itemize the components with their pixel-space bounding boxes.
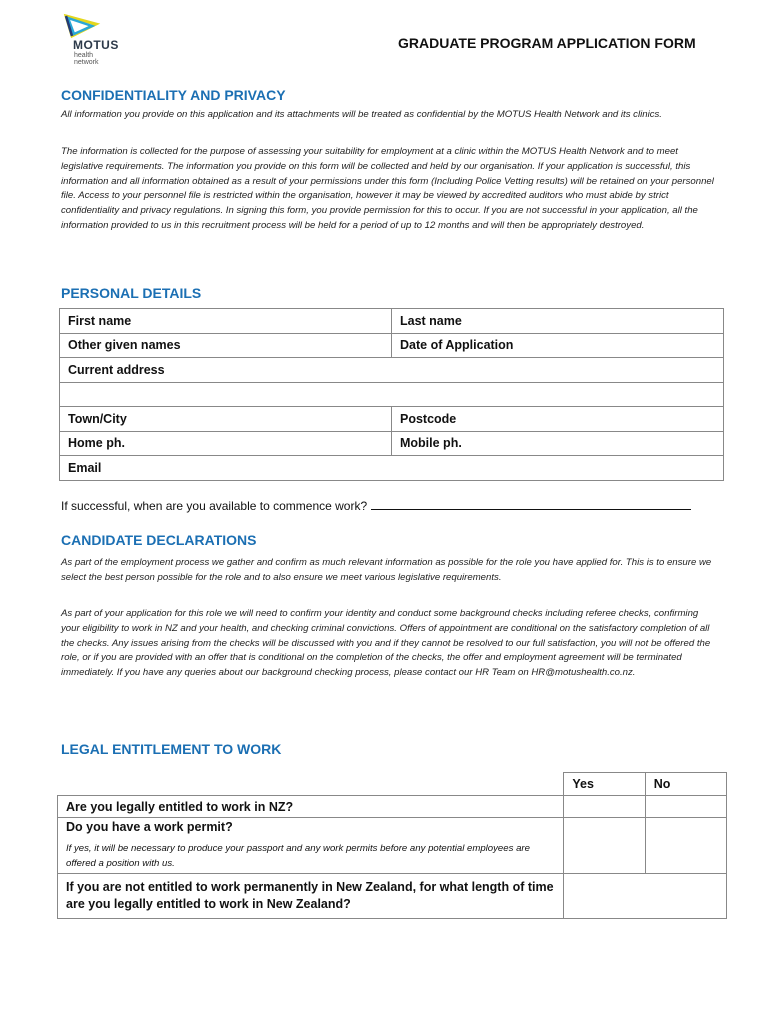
time-entitled-answer-cell[interactable]	[564, 874, 727, 919]
other-given-names-field[interactable]: Other given names	[60, 333, 392, 358]
current-address-field[interactable]: Current address	[60, 358, 724, 383]
declarations-paragraph-1: As part of the employment process we gather and confirm as much relevant information as possible for the role you have applied for. This is to ensure we select the best person possible for the role and to also ensure we meet various legislative requirements.	[61, 557, 712, 583]
last-name-field[interactable]: Last name	[392, 309, 724, 334]
mobile-phone-field[interactable]: Mobile ph.	[392, 431, 724, 456]
current-address-line-2[interactable]	[60, 382, 724, 407]
work-permit-note: If yes, it will be necessary to produce your passport and any work permits before any potential employees are offered a position with us.	[66, 843, 530, 869]
logo-subtitle: health network	[74, 52, 99, 66]
confidentiality-paragraph-2: The information is collected for the purpose of assessing your suitability for employment at a clinic within the MOTUS Health Network and to meet legislative requirements. The information you provide on this form will be collected and held by our organisation. If your application is successful, this information and all information obtained as a result of your permissions under this form (Including Police Vetting results) will be retained on your personnel file. Access to your personnel file is restricted within the organisation, however it may be viewed by accredited auditors who must abide by strict confidentiality and privacy regulations. In signing this form, you provide permission for this to occur. If you are not successful in your application, all the information provided to us in this recruitment process will be held for a period of up to 12 months and will then be appropriately destroyed.	[61, 146, 714, 231]
confidentiality-paragraph-1: All information you provide on this application and its attachments will be treated as confidential by the MOTUS Health Network and its clinics.	[61, 109, 662, 120]
availability-row	[61, 498, 691, 513]
availability-answer-line[interactable]	[371, 498, 691, 510]
work-permit-no-cell[interactable]	[645, 818, 726, 874]
personal-details-heading: PERSONAL DETAILS	[61, 285, 202, 301]
legal-question-work-permit	[58, 818, 564, 874]
legal-entitlement-table	[57, 772, 727, 919]
legal-entitlement-heading: LEGAL ENTITLEMENT TO WORK	[61, 741, 282, 757]
personal-details-table	[59, 308, 724, 481]
time-entitled-question-text: If you are not entitled to work permanently in New Zealand, for what length of time are you legally entitled to work in New Zealand?	[66, 880, 554, 911]
form-title: GRADUATE PROGRAM APPLICATION FORM	[398, 35, 696, 51]
work-permit-yes-cell[interactable]	[564, 818, 645, 874]
town-city-field[interactable]: Town/City	[60, 407, 392, 432]
no-column-header: No	[645, 773, 726, 796]
entitled-nz-yes-cell[interactable]	[564, 796, 645, 818]
first-name-field[interactable]: First name	[60, 309, 392, 334]
legal-header-blank	[58, 773, 564, 796]
entitled-nz-no-cell[interactable]	[645, 796, 726, 818]
email-field[interactable]: Email	[60, 456, 724, 481]
postcode-field[interactable]: Postcode	[392, 407, 724, 432]
declarations-heading: CANDIDATE DECLARATIONS	[61, 532, 257, 548]
work-permit-question-text: Do you have a work permit?	[66, 820, 233, 834]
legal-question-entitled-nz: Are you legally entitled to work in NZ?	[58, 796, 564, 818]
declarations-paragraph-2: As part of your application for this role we will need to confirm your identity and conduct some background checks including referee checks, confirming your eligibility to work in NZ and your health, and checking criminal convictions. Offers of appointment are conditional on the satisfactory completion of all the checks. Any issues arising from the checks will be discussed with you and if they cannot be resolved to our full satisfaction, you will not be offered the role, or if you are provided with an offer that is conditional on the completion of the checks, the offer and employment agreement will be terminated immediately. If you have any queries about our background checking process, please contact our HR Team on HR@motushealth.co.nz.	[61, 608, 711, 679]
yes-column-header: Yes	[564, 773, 645, 796]
confidentiality-heading: CONFIDENTIALITY AND PRIVACY	[61, 87, 286, 103]
home-phone-field[interactable]: Home ph.	[60, 431, 392, 456]
logo-wordmark: MOTUS	[73, 38, 119, 52]
legal-question-time-entitled	[58, 874, 564, 919]
availability-question: If successful, when are you available to commence work?	[61, 499, 368, 513]
date-of-application-field[interactable]: Date of Application	[392, 333, 724, 358]
